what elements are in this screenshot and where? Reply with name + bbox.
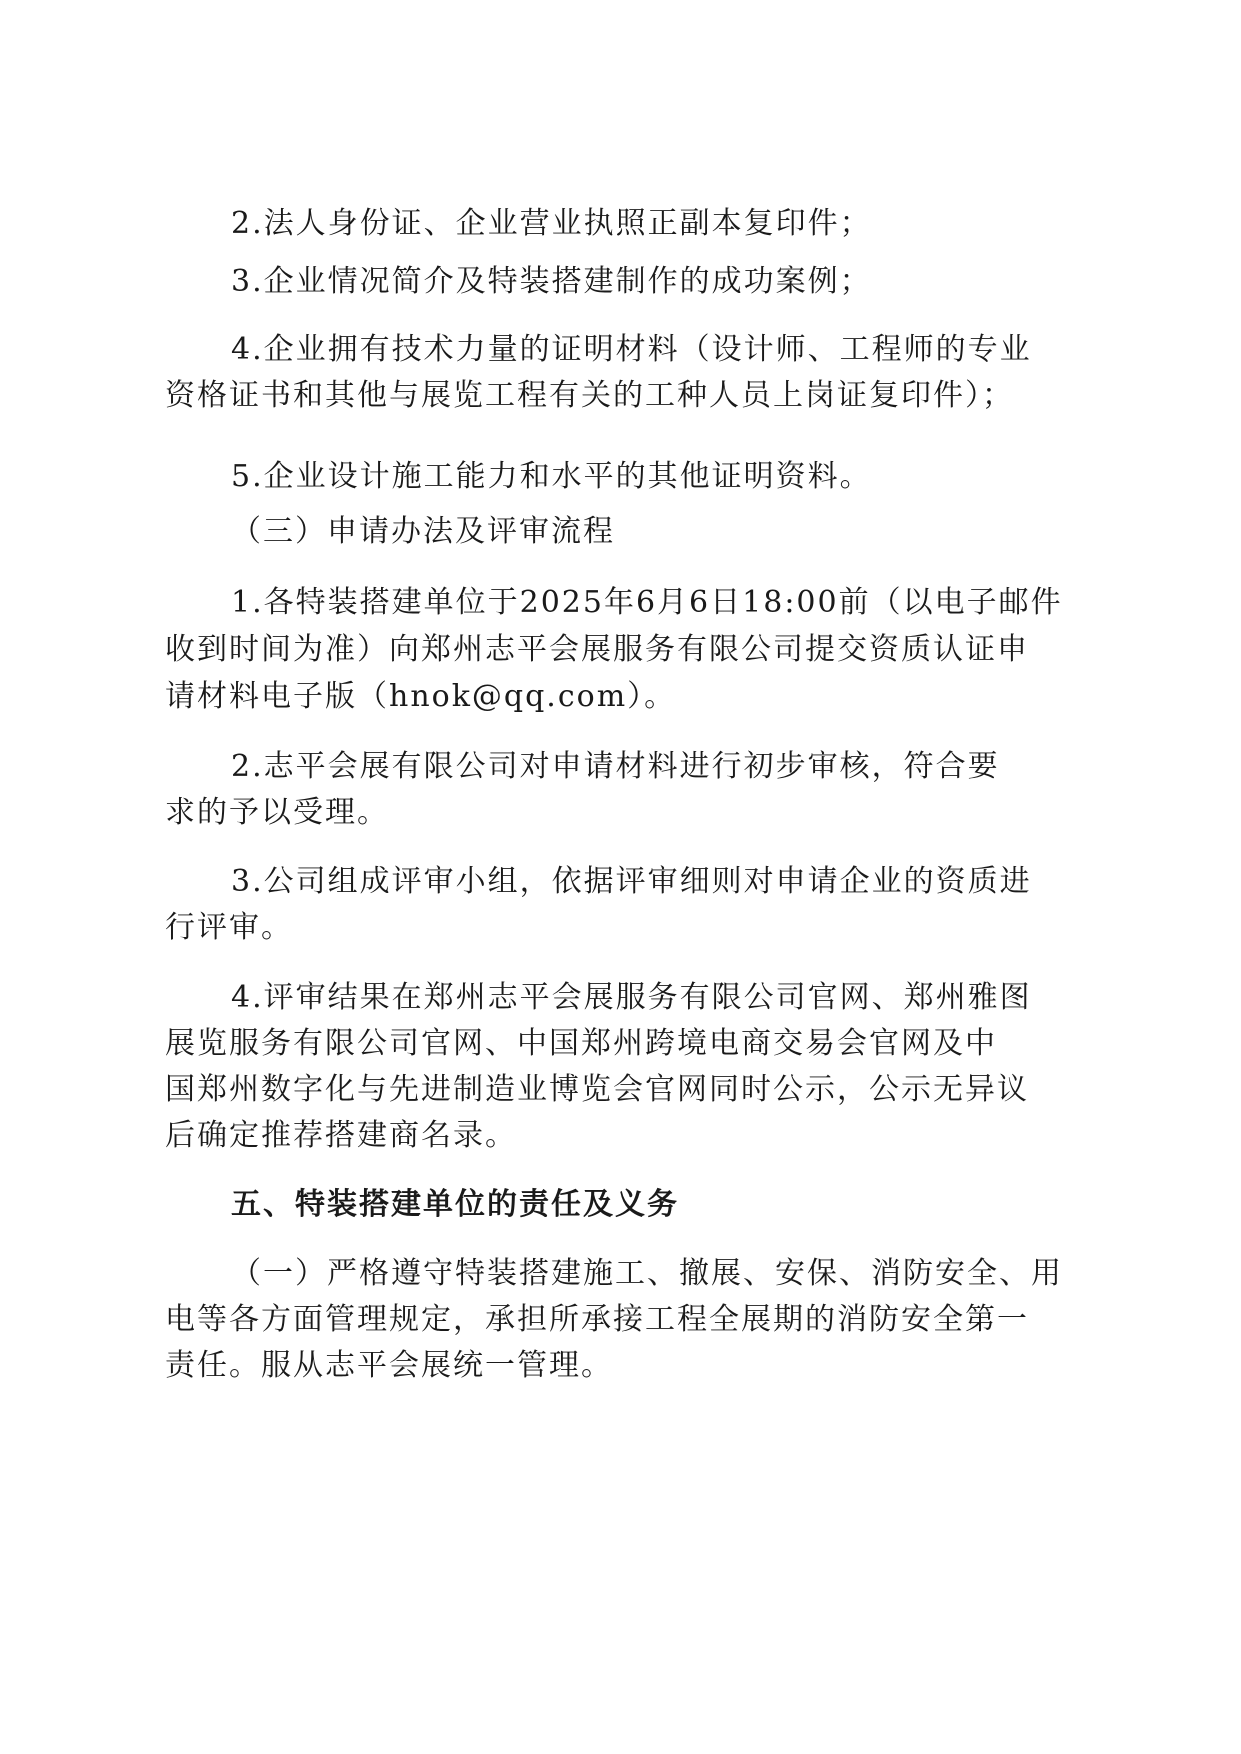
section-3-heading: （三）申请办法及评审流程	[231, 514, 615, 549]
list-item-5: 5.企业设计施工能力和水平的其他证明资料。	[231, 459, 872, 494]
step-1-line3: 请材料电子版（hnok@qq.com）。	[165, 679, 677, 714]
step-1-line1: 1.各特装搭建单位于2025年6月6日18:00前（以电子邮件	[231, 585, 1063, 620]
step-4-line3: 国郑州数字化与先进制造业博览会官网同时公示，公示无异议	[165, 1072, 1029, 1107]
step-2-line2: 求的予以受理。	[165, 795, 389, 830]
step-1-line2: 收到时间为准）向郑州志平会展服务有限公司提交资质认证申	[165, 632, 1029, 667]
step-4-line4: 后确定推荐搭建商名录。	[165, 1118, 517, 1153]
list-item-2: 2.法人身份证、企业营业执照正副本复印件；	[231, 206, 872, 241]
list-item-3: 3.企业情况简介及特装搭建制作的成功案例；	[231, 264, 872, 299]
step-2-line1: 2.志平会展有限公司对申请材料进行初步审核，符合要	[231, 749, 1000, 784]
step-3-line2: 行评审。	[165, 910, 293, 945]
duty-1-line2: 电等各方面管理规定，承担所承接工程全展期的消防安全第一	[165, 1302, 1029, 1337]
step-4-line1: 4.评审结果在郑州志平会展服务有限公司官网、郑州雅图	[231, 980, 1032, 1015]
step-4-line2: 展览服务有限公司官网、中国郑州跨境电商交易会官网及中	[165, 1026, 997, 1061]
list-item-4-line2: 资格证书和其他与展览工程有关的工种人员上岗证复印件）；	[165, 378, 1014, 413]
section-5-heading: 五、特装搭建单位的责任及义务	[231, 1187, 679, 1222]
step-3-line1: 3.公司组成评审小组，依据评审细则对申请企业的资质进	[231, 864, 1032, 899]
duty-1-line3: 责任。服从志平会展统一管理。	[165, 1348, 613, 1383]
duty-1-line1: （一）严格遵守特装搭建施工、撤展、安保、消防安全、用	[231, 1256, 1063, 1291]
list-item-4-line1: 4.企业拥有技术力量的证明材料（设计师、工程师的专业	[231, 332, 1032, 367]
